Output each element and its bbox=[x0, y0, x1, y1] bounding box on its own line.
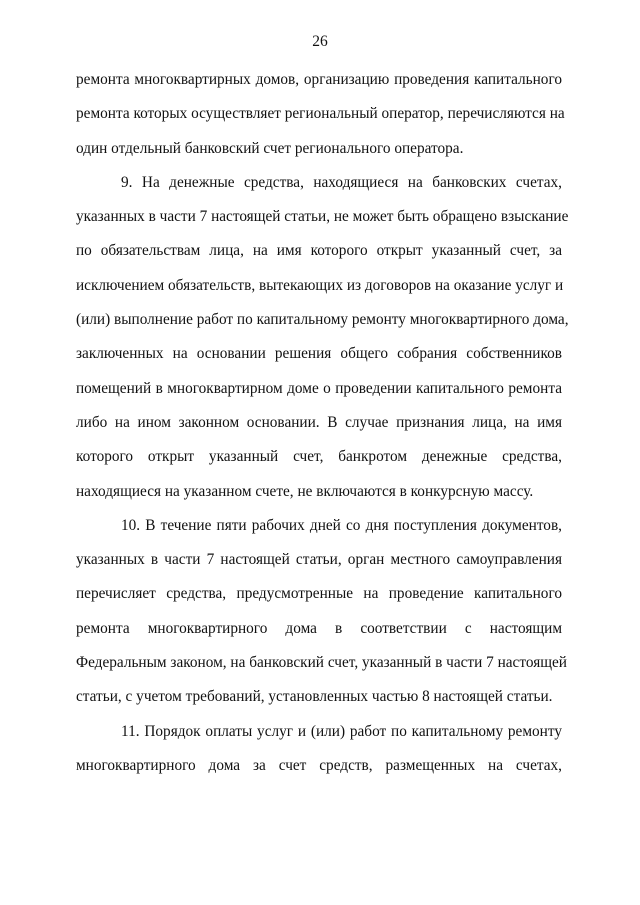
paragraph bbox=[76, 63, 565, 166]
text-line: (или) выполнение работ по капитальному ремонту многоквартирного дома, bbox=[76, 311, 569, 329]
document-body bbox=[76, 63, 569, 783]
paragraph bbox=[76, 509, 567, 715]
text-line: исключением обязательств, вытекающих из договоров на оказание услуг и bbox=[76, 276, 564, 294]
text-line: которого открыт указанный счет, банкротом денежные средства, bbox=[76, 448, 562, 466]
text-line: один отдельный банковский счет регионального оператора. bbox=[76, 139, 464, 157]
text-line: указанных в части 7 настоящей статьи, орган местного самоуправления bbox=[76, 551, 562, 569]
text-line: 9. На денежные средства, находящиеся на банковских счетах, bbox=[121, 173, 562, 191]
text-line: многоквартирного дома за счет средств, размещенных на счетах, bbox=[76, 756, 562, 774]
text-line: 10. В течение пяти рабочих дней со дня поступления документов, bbox=[121, 516, 562, 534]
page-number: 26 bbox=[312, 33, 328, 50]
text-line: перечисляет средства, предусмотренные на проведение капитального bbox=[76, 585, 562, 603]
text-line: Федеральным законом, на банковский счет, указанный в части 7 настоящей bbox=[76, 654, 567, 672]
text-line: помещений в многоквартирном доме о проведении капитального ремонта bbox=[76, 379, 562, 397]
text-line: указанных в части 7 настоящей статьи, не может быть обращено взыскание bbox=[76, 208, 569, 226]
paragraph bbox=[76, 715, 562, 784]
text-line: заключенных на основании решения общего собрания собственников bbox=[76, 345, 562, 363]
text-line: по обязательствам лица, на имя которого открыт указанный счет, за bbox=[76, 242, 562, 260]
text-line: ремонта многоквартирных домов, организацию проведения капитального bbox=[76, 71, 562, 88]
text-line: статьи, с учетом требований, установленных частью 8 настоящей статьи. bbox=[76, 688, 553, 706]
text-line: находящиеся на указанном счете, не включаются в конкурсную массу. bbox=[76, 482, 534, 500]
paragraph bbox=[76, 166, 569, 509]
text-line: ремонта которых осуществляет региональный оператор, перечисляются на bbox=[76, 105, 565, 123]
text-line: 11. Порядок оплаты услуг и (или) работ по капитальному ремонту bbox=[121, 722, 562, 740]
text-line: либо на ином законном основании. В случае признания лица, на имя bbox=[76, 413, 562, 431]
text-line: ремонта многоквартирного дома в соответствии с настоящим bbox=[76, 619, 562, 637]
